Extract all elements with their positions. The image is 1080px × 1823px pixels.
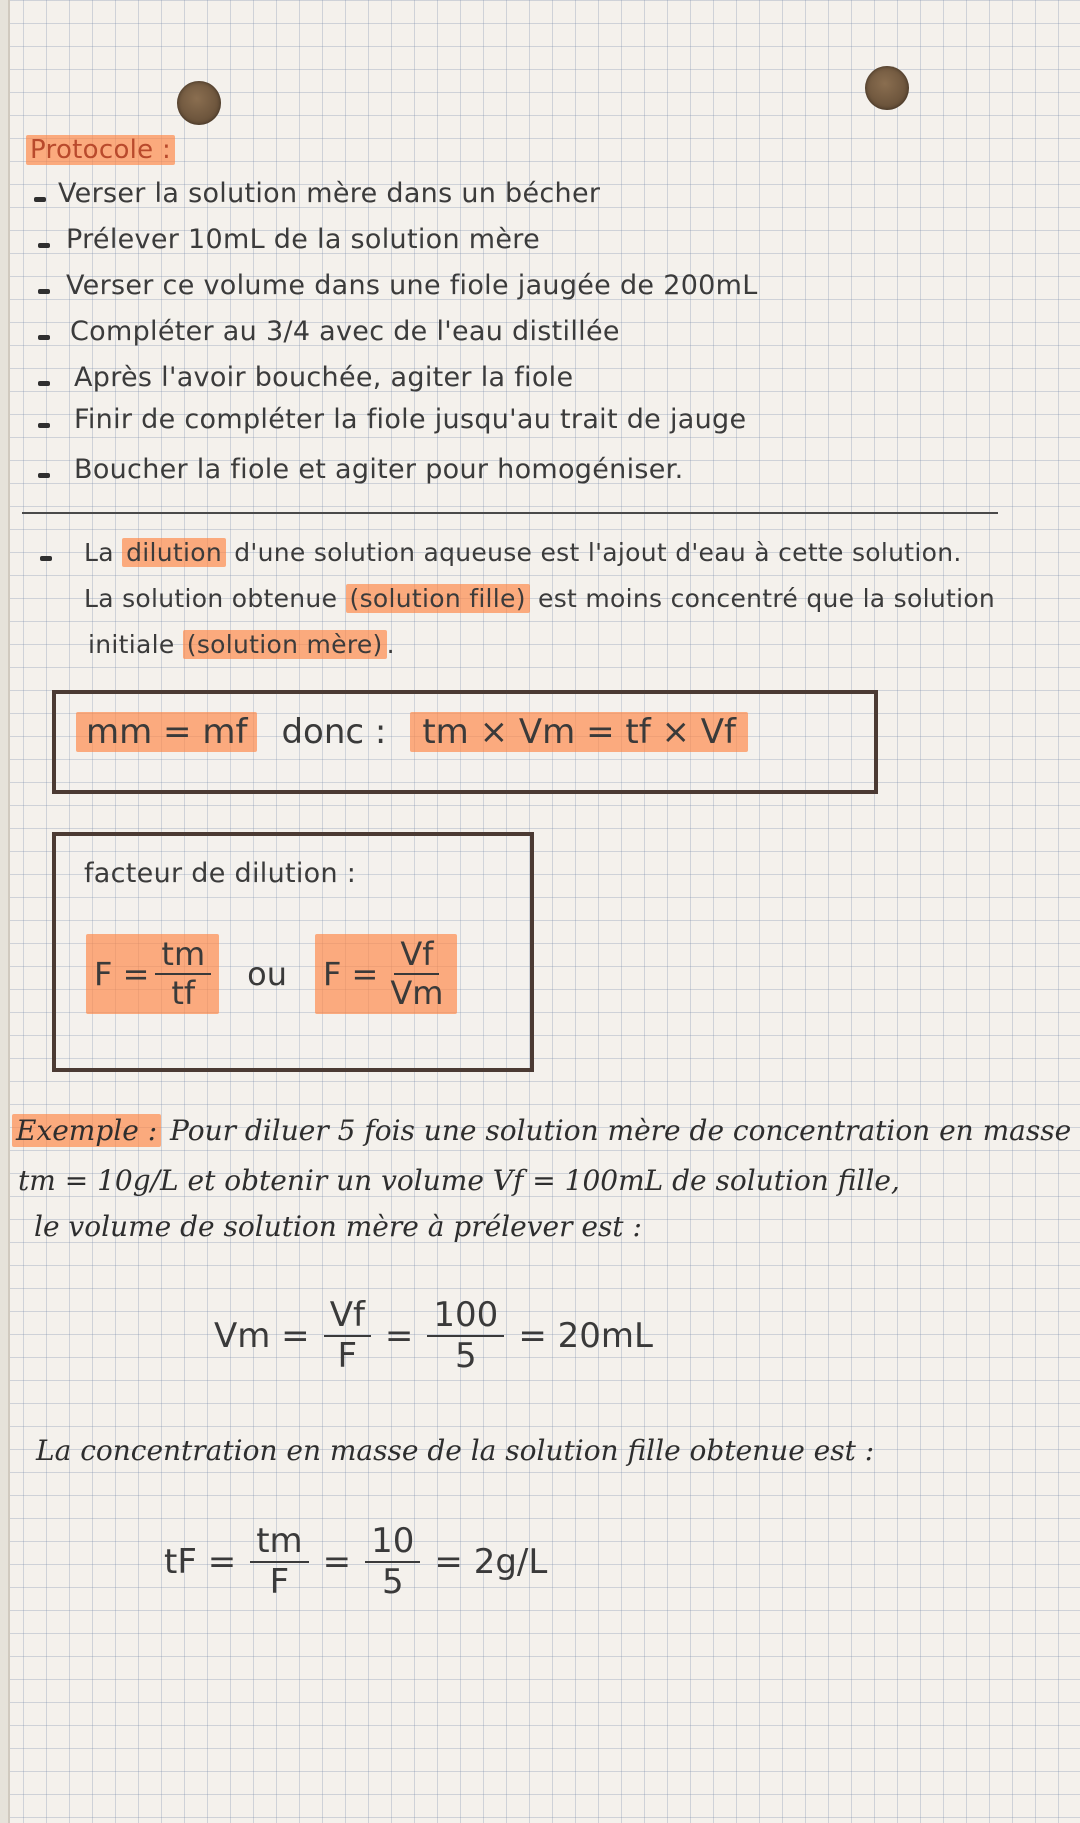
factor-label: F = — [322, 954, 379, 993]
punch-hole-right — [865, 66, 909, 110]
donc-label: donc : — [281, 712, 387, 752]
bullet-icon — [34, 197, 46, 202]
equals-sign: = — [322, 1542, 352, 1583]
calc-result: = 2g/L — [434, 1542, 548, 1583]
bullet-icon — [38, 473, 50, 478]
example-line-4: La concentration en masse de la solution fille obtenue est : — [36, 1434, 875, 1467]
bullet-icon — [38, 289, 50, 294]
fraction-numerator: 100 — [427, 1296, 504, 1337]
paper-edge — [0, 0, 10, 1823]
conservation-formula — [76, 712, 748, 752]
protocol-title: Protocole : — [26, 135, 175, 165]
protocol-step: Compléter au 3/4 avec de l'eau distillée — [70, 316, 620, 347]
equals-sign: = — [384, 1316, 414, 1357]
protocol-step: Verser la solution mère dans un bécher — [58, 178, 601, 209]
fraction-numerator: tm — [155, 936, 211, 975]
dilution-relation: tm × Vm = tf × Vf — [410, 712, 748, 752]
fraction-denominator: F — [269, 1562, 290, 1603]
example-line-2: tm = 10g/L et obtenir un volume Vf = 100mL de solution fille, — [18, 1164, 900, 1197]
example-calculation-vm — [214, 1296, 653, 1376]
or-label: ou — [247, 954, 287, 993]
fraction-numerator: tm — [250, 1522, 308, 1563]
fraction-numerator: Vf — [324, 1296, 371, 1337]
protocol-step: Après l'avoir bouchée, agiter la fiole — [74, 362, 574, 393]
dilution-factor-formulas — [86, 934, 457, 1014]
dilution-factor-title: facteur de dilution : — [84, 858, 357, 889]
mass-equality: mm = mf — [76, 712, 257, 752]
example-line-1: Exemple : Pour diluer 5 fois une solution mère de concentration en masse — [12, 1114, 1071, 1147]
protocol-step: Verser ce volume dans une fiole jaugée de 200mL — [66, 270, 758, 301]
fraction-numerator: Vf — [394, 936, 439, 975]
punch-hole-left — [177, 81, 221, 125]
section-divider — [22, 512, 998, 514]
fraction-denominator: 5 — [455, 1336, 477, 1377]
example-line-3: le volume de solution mère à prélever est : — [34, 1210, 642, 1243]
protocol-step: Finir de compléter la fiole jusqu'au trait de jauge — [74, 404, 747, 435]
fraction-denominator: 5 — [381, 1562, 404, 1603]
definition-line-1: La dilution d'une solution aqueuse est l'ajout d'eau à cette solution. — [84, 538, 962, 567]
bullet-icon — [38, 243, 50, 248]
factor-label: F = — [94, 954, 150, 993]
calc-result: = 20mL — [518, 1316, 653, 1357]
fraction-denominator: F — [337, 1336, 358, 1377]
fraction-denominator: Vm — [390, 973, 444, 1012]
bullet-icon — [38, 335, 50, 340]
fraction-numerator: 10 — [365, 1522, 420, 1563]
bullet-icon — [38, 381, 50, 386]
calc-lhs: Vm = — [214, 1316, 310, 1357]
factor-formula-volume — [315, 934, 457, 1014]
bullet-icon — [40, 556, 52, 561]
definition-line-2: La solution obtenue (solution fille) est moins concentré que la solution — [84, 584, 996, 613]
protocol-step: Boucher la fiole et agiter pour homogéniser. — [74, 454, 684, 485]
definition-line-3: initiale (solution mère) . — [88, 630, 395, 659]
fraction-denominator: tf — [171, 973, 196, 1012]
bullet-icon — [38, 423, 50, 428]
protocol-step: Prélever 10mL de la solution mère — [66, 224, 540, 255]
factor-formula-concentration — [86, 934, 219, 1014]
example-calculation-tf — [164, 1522, 547, 1602]
calc-lhs: tF = — [164, 1542, 237, 1583]
